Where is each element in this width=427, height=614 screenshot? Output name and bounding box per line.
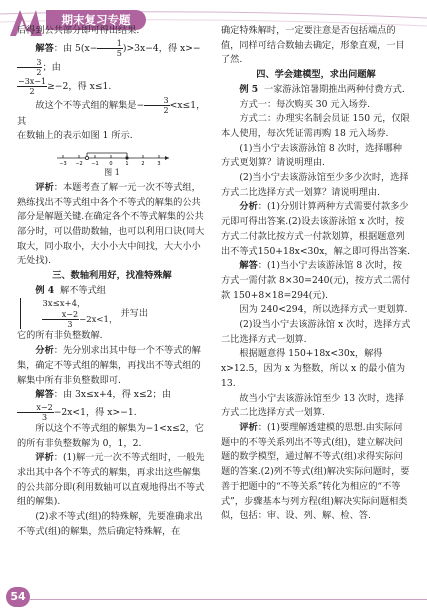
example-4-cont: 它的所有非负整数解. xyxy=(17,330,103,342)
question-1: (1)当小宁去该游泳馆 8 次时，选择哪种方式更划算？请说明理由. xyxy=(221,142,402,169)
open-endpoint xyxy=(85,157,88,160)
right-eval: 评析：(1)要理解透建模的思想.由实际问题中的不等关系列出不等式(组)，建立解决问题的数学模型，通过解不等式(组)求得实际问题的答案.(2)列不等式(组)解决实际问题时，要善于把题中的“不等关系”转化为相应的“不等式”，步骤基本与列方程(组)解决实际问题相类似，包括：审、设、列、解、检、答. xyxy=(221,421,410,522)
section-3-heading: 三、数轴利用好，找准特殊解 xyxy=(52,270,172,282)
number-line-tick-label: 1 xyxy=(125,161,129,167)
number-line-tick-label: −3 xyxy=(59,161,67,167)
right-solution-5: 故当小宁去该游泳馆至少 13 次时，选择方式二比选择方式一划算. xyxy=(221,392,404,419)
right-solution-4: 根据题意得 150+18x<30x，解得 x>12.5，因为 x 为整数，所以 x 的最小值为 13. xyxy=(221,348,406,389)
right-column xyxy=(221,24,411,524)
inequality-system: 3x≤x+4， $\frac{x-2}{3}$ −2x<1， xyxy=(20,298,117,329)
left-column xyxy=(17,24,207,540)
method-1: 方式一：每次购买 30 元入场券. xyxy=(239,98,371,110)
footer-rule xyxy=(30,599,427,600)
number-line-tick-label: 2 xyxy=(141,161,145,167)
left-solution: 解答：由 3x≤x+4，得 x≤2；由 $\frac{x-2}{3}$ −2x<1，得 x>−1. xyxy=(17,388,207,422)
number-line-tick-label: −1 xyxy=(91,161,99,167)
method-2: 方式二：办理实名制会员证 150 元，仅限本人使用，每次凭证需再购 18 元入场券. xyxy=(221,113,410,139)
closed-endpoint xyxy=(125,157,128,160)
page-number: 54 xyxy=(6,587,30,607)
section-4-heading: 四、学会建模型，求出问题解 xyxy=(256,69,376,81)
right-solution-1: 解答：(1)当小宁去该游泳馆 8 次时，按方式一需付款 8×30=240(元)，按方式二需付款 150+8×18=294(元). xyxy=(221,260,411,301)
figure-caption: 图 1 xyxy=(104,168,120,178)
number-line-tick-label: 3 xyxy=(157,161,161,167)
left-eval-1: 评析：(1)解一元一次不等式组时，一般先求出其中各个不等式的解集，再求出这些解集的公共部分即(利用数轴可以直观地得出不等式组的解集). xyxy=(17,452,205,508)
left-answer-1b: $\frac{-3x-1}{2}$ ≥−2，得 x≤1. xyxy=(18,76,112,96)
header-title: 期末复习专题 xyxy=(46,10,146,30)
number-line-figure xyxy=(55,148,175,166)
right-solution-2: 因为 240<294，所以选择方式一更划算. xyxy=(239,304,408,316)
left-eval-2: (2)求不等式(组)的特殊解，先要准确求出不等式(组)的解集，然后确定特殊解，在 xyxy=(17,511,203,537)
question-2: (2)当小宁去该游泳馆至少多少次时，选择方式二比选择方式一划算？请说明理由. xyxy=(221,172,409,198)
left-p3: 故这个不等式组的解集是− $\frac{3}{2}$ <x≤1，其 xyxy=(17,95,206,127)
left-answer-1: 解答：由 5(x− $\frac{1}{5}$ )>3x−4，得 x>− $\frac{3}{2}$ ；由 xyxy=(17,39,207,77)
right-solution-3: (2)设当小宁去该游泳馆 x 次时，选择方式二比选择方式一划算. xyxy=(221,319,411,345)
left-p1: 后得到公共部分即可得出结果. xyxy=(17,25,140,36)
left-solution-2: 所以这个不等式组的解集为−1<x≤2，它的所有非负整数解为 0，1，2. xyxy=(17,422,204,449)
axis-arrow xyxy=(165,156,169,160)
number-line-tick-label: 0 xyxy=(109,161,113,167)
left-p4: 在数轴上的表示如图 1 所示. xyxy=(17,130,133,142)
example-5: 例 5 一家游泳馆暑期推出两种付费方式. xyxy=(239,83,405,95)
right-analysis: 分析：(1)分别计算两种方式需要付款多少元即可得出答案.(2)设去该游泳馆 x 次时，按方式二付款比按方式一付款划算，根据题意列出不等式150+18x<30x，解之即可得出答案. xyxy=(221,201,411,257)
left-analysis: 分析：先分别求出其中每一个不等式的解集，确定不等式组的解集，再找出不等式组的解集中所有非负整数即可. xyxy=(17,345,201,386)
right-p1: 确定特殊解时，一定要注意是否包括端点的值，同样可结合数轴去确定，形象直观，一目了然. xyxy=(221,25,405,66)
left-comment: 评析：本题考查了解一元一次不等式组，熟练找出不等式组中各个不等式的解集的公共部分是解题关键.在确定各个不等式解集的公共部分时，可以借助数轴，也可以利用口诀(同大取大，同小取小，大小小大中间找，大大小小无处找). xyxy=(17,181,205,267)
number-line-tick-label: −2 xyxy=(75,161,83,167)
example-4: 例 4 解不等式组 3x≤x+4， $\frac{x-2}{3}$ −2x<1， 并写出 xyxy=(17,284,207,330)
